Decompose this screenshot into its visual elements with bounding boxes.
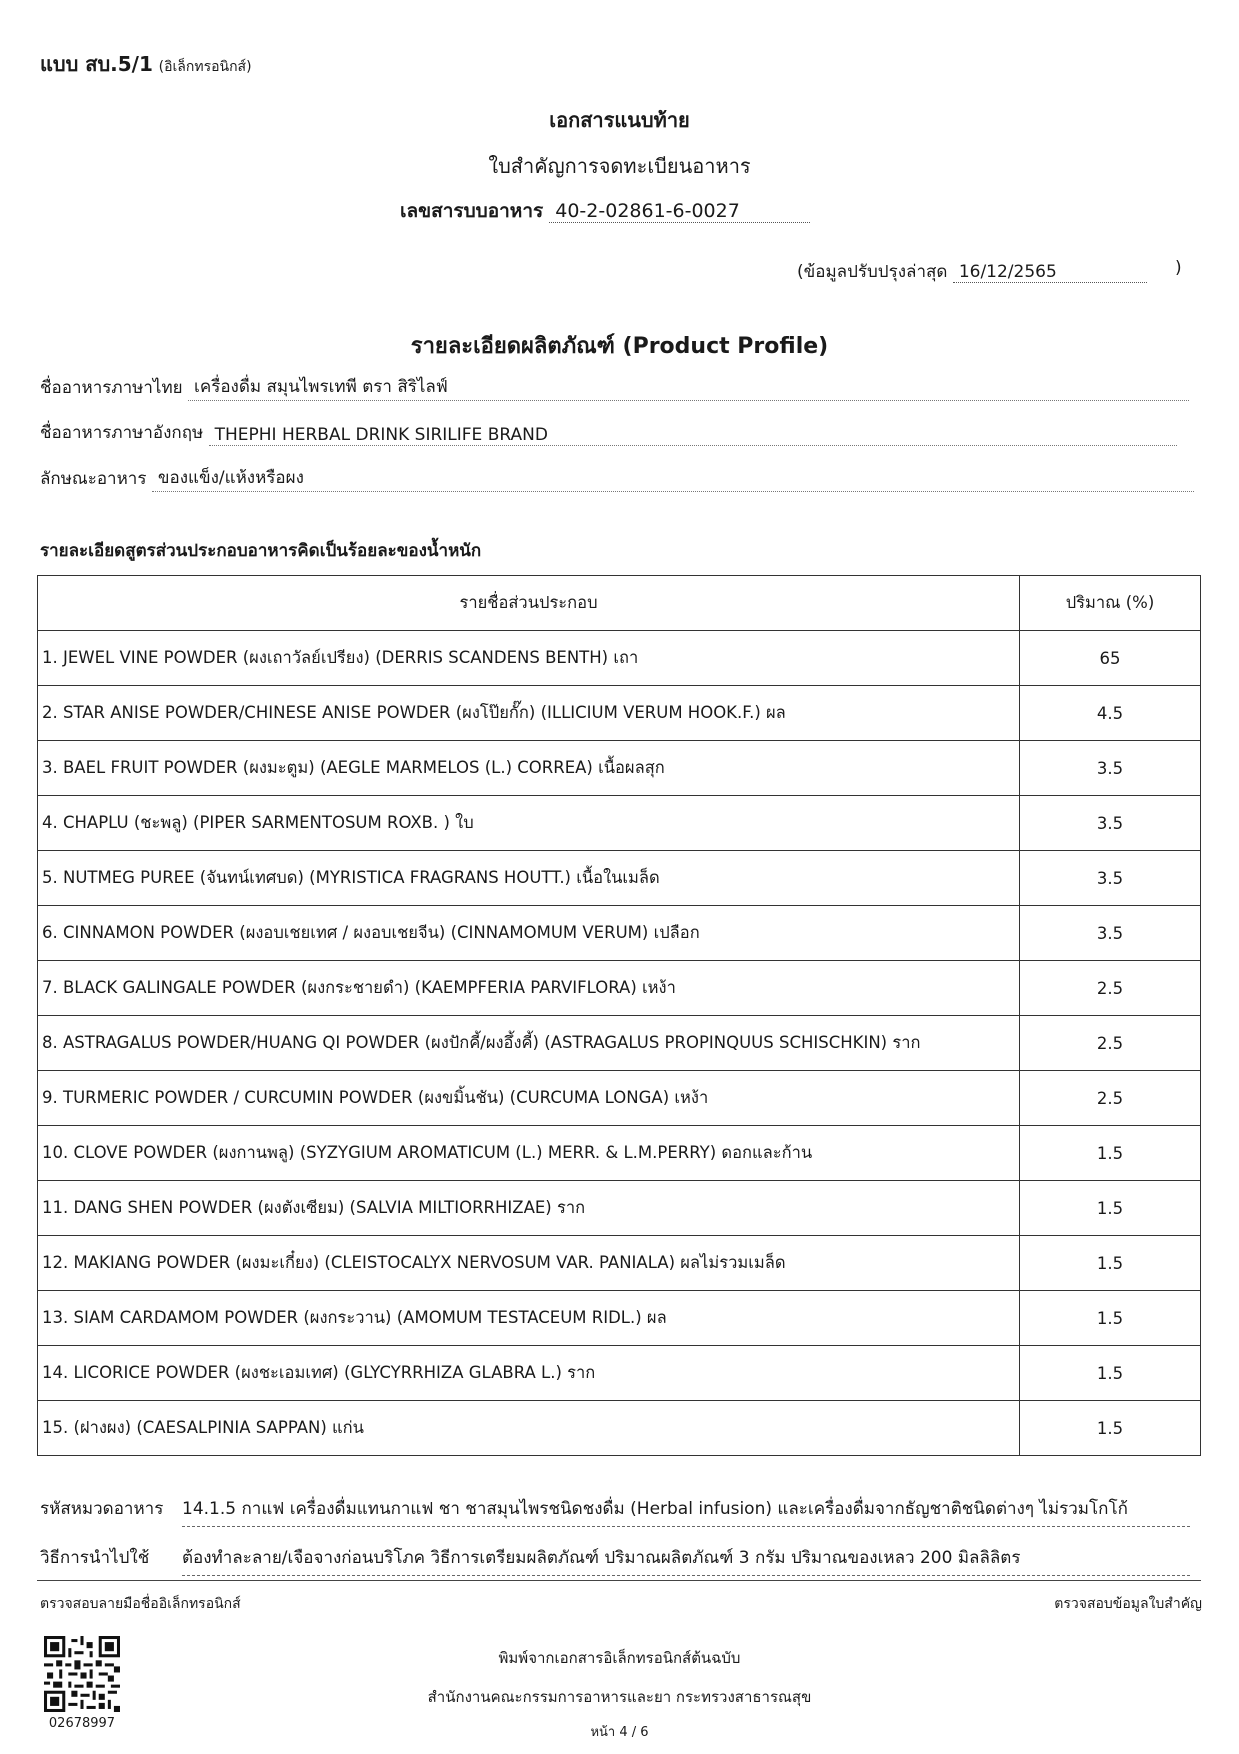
ingredient-name: 11. DANG SHEN POWDER (ผงตังเซียม) (SALVIA MILTIORRHIZAE) ราก: [38, 1181, 1020, 1236]
ingredient-qty: 1.5: [1020, 1291, 1201, 1346]
ingredient-qty: 3.5: [1020, 796, 1201, 851]
ingredient-name: 6. CINNAMON POWDER (ผงอบเชยเทศ / ผงอบเชยจีน) (CINNAMOMUM VERUM) เปลือก: [38, 906, 1020, 961]
form-code: [40, 48, 252, 80]
document-title: เอกสารแนบท้าย: [549, 108, 690, 132]
ingredient-qty: 2.5: [1020, 1016, 1201, 1071]
table-row: [38, 796, 1201, 851]
ingredient-qty: 4.5: [1020, 686, 1201, 741]
form-code-number: แบบ สบ.5/1: [40, 52, 153, 76]
table-row: [38, 1071, 1201, 1126]
ingredient-name: 7. BLACK GALINGALE POWDER (ผงกระชายดำ) (KAEMPFERIA PARVIFLORA) เหง้า: [38, 961, 1020, 1016]
thai-name-value: เครื่องดื่ม สมุนไพรเทพี ตรา สิริไลฟ์: [188, 373, 1189, 401]
page-number: หน้า 4 / 6: [590, 1725, 649, 1740]
thai-name-field: [40, 373, 1200, 401]
ingredient-qty: 1.5: [1020, 1181, 1201, 1236]
ingredient-qty: 1.5: [1020, 1401, 1201, 1456]
ingredient-qty: 1.5: [1020, 1126, 1201, 1181]
table-row: [38, 1346, 1201, 1401]
col-name-header: รายชื่อส่วนประกอบ: [38, 576, 1020, 631]
ingredient-qty: 2.5: [1020, 961, 1201, 1016]
table-row: [38, 1401, 1201, 1456]
category-label: รหัสหมวดอาหาร: [40, 1499, 164, 1519]
col-qty-header: ปริมาณ (%): [1020, 576, 1201, 631]
usage-field: [40, 1544, 1200, 1576]
ingredient-name: 8. ASTRAGALUS POWDER/HUANG QI POWDER (ผงปักคี้/ผงอึ้งคี้) (ASTRAGALUS PROPINQUUS SCHISCHKIN) ราก: [38, 1016, 1020, 1071]
updated-label: (ข้อมูลปรับปรุงล่าสุด: [797, 262, 948, 282]
usage-value: ต้องทำละลาย/เจือจางก่อนบริโภค วิธีการเตรียมผลิตภัณฑ์ ปริมาณผลิตภัณฑ์ 3 กรัม ปริมาณของเหลว 200 มิลลิลิตร: [182, 1544, 1190, 1576]
ingredient-name: 9. TURMERIC POWDER / CURCUMIN POWDER (ผงขมิ้นชัน) (CURCUMA LONGA) เหง้า: [38, 1071, 1020, 1126]
nature-field: [40, 464, 1200, 492]
table-row: [38, 1236, 1201, 1291]
ingredient-name: 3. BAEL FRUIT POWDER (ผงมะตูม) (AEGLE MARMELOS (L.) CORREA) เนื้อผลสุก: [38, 741, 1020, 796]
ingredient-name: 12. MAKIANG POWDER (ผงมะเกี๋ยง) (CLEISTOCALYX NERVOSUM VAR. PANIALA) ผลไม่รวมเมล็ด: [38, 1236, 1020, 1291]
registration-line: [400, 196, 810, 226]
usage-label: วิธีการนำไปใช้: [40, 1548, 150, 1568]
ingredient-qty: 1.5: [1020, 1346, 1201, 1401]
table-row: [38, 1181, 1201, 1236]
certificate-check-note: ตรวจสอบข้อมูลใบสำคัญ: [1054, 1596, 1202, 1612]
nature-label: ลักษณะอาหาร: [40, 469, 147, 489]
ingredient-name: 10. CLOVE POWDER (ผงกานพลู) (SYZYGIUM AROMATICUM (L.) MERR. & L.M.PERRY) ดอกและก้าน: [38, 1126, 1020, 1181]
table-row: [38, 961, 1201, 1016]
eng-name-field: [40, 419, 1200, 446]
category-value: 14.1.5 กาแฟ เครื่องดื่มแทนกาแฟ ชา ชาสมุนไพรชนิดชงดื่ม (Herbal infusion) และเครื่องดื่มจากธัญชาติชนิดต่างๆ ไม่รวมโกโก้: [182, 1495, 1190, 1527]
table-row: [38, 906, 1201, 961]
print-source-line: พิมพ์จากเอกสารอิเล็กทรอนิกส์ต้นฉบับ: [498, 1649, 741, 1667]
form-type: (อิเล็กทรอนิกส์): [158, 59, 252, 75]
signature-check-note: ตรวจสอบลายมือชื่ออิเล็กทรอนิกส์: [40, 1596, 241, 1612]
eng-name-label: ชื่ออาหารภาษาอังกฤษ: [40, 423, 204, 443]
ingredient-qty: 2.5: [1020, 1071, 1201, 1126]
table-row: [38, 631, 1201, 686]
agency-line: สำนักงานคณะกรรมการอาหารและยา กระทรวงสาธารณสุข: [427, 1688, 812, 1706]
eng-name-value: THEPHI HERBAL DRINK SIRILIFE BRAND: [209, 425, 1177, 446]
ingredient-qty: 1.5: [1020, 1236, 1201, 1291]
updated-close: ): [1175, 258, 1182, 278]
footer-divider: [37, 1580, 1201, 1581]
ingredient-qty: 3.5: [1020, 741, 1201, 796]
reg-label: เลขสารบบอาหาร: [400, 200, 544, 222]
ingredient-name: 5. NUTMEG PUREE (จันทน์เทศบด) (MYRISTICA FRAGRANS HOUTT.) เนื้อในเมล็ด: [38, 851, 1020, 906]
ingredient-name: 1. JEWEL VINE POWDER (ผงเถาวัลย์เปรียง) (DERRIS SCANDENS BENTH) เถา: [38, 631, 1020, 686]
table-row: [38, 1126, 1201, 1181]
table-row: [38, 741, 1201, 796]
ingredient-qty: 65: [1020, 631, 1201, 686]
ingredients-table: [37, 575, 1201, 1456]
ingredients-section-title: รายละเอียดสูตรส่วนประกอบอาหารคิดเป็นร้อยละของน้ำหนัก: [40, 541, 482, 561]
ingredient-name: 13. SIAM CARDAMOM POWDER (ผงกระวาน) (AMOMUM TESTACEUM RIDL.) ผล: [38, 1291, 1020, 1346]
nature-value: ของแข็ง/แห้งหรือผง: [152, 464, 1194, 492]
ingredient-name: 14. LICORICE POWDER (ผงชะเอมเทศ) (GLYCYRRHIZA GLABRA L.) ราก: [38, 1346, 1020, 1401]
qr-number: 02678997: [48, 1716, 116, 1731]
ingredient-name: 4. CHAPLU (ชะพลู) (PIPER SARMENTOSUM ROXB. ) ใบ: [38, 796, 1020, 851]
table-row: [38, 851, 1201, 906]
category-field: [40, 1495, 1200, 1527]
table-row: [38, 1016, 1201, 1071]
ingredient-name: 15. (ฝางผง) (CAESALPINIA SAPPAN) แก่น: [38, 1401, 1020, 1456]
product-profile-title: รายละเอียดผลิตภัณฑ์ (Product Profile): [410, 334, 829, 359]
table-row: [38, 686, 1201, 741]
ingredient-qty: 3.5: [1020, 906, 1201, 961]
table-header-row: [38, 576, 1201, 631]
updated-date: 16/12/2565: [953, 262, 1147, 283]
ingredient-qty: 3.5: [1020, 851, 1201, 906]
thai-name-label: ชื่ออาหารภาษาไทย: [40, 378, 183, 398]
table-row: [38, 1291, 1201, 1346]
updated-line: [797, 258, 1182, 285]
document-subtitle: ใบสำคัญการจดทะเบียนอาหาร: [488, 154, 751, 178]
reg-number: 40-2-02861-6-0027: [549, 200, 810, 223]
ingredient-name: 2. STAR ANISE POWDER/CHINESE ANISE POWDER (ผงโป๊ยกั๊ก) (ILLICIUM VERUM HOOK.F.) ผล: [38, 686, 1020, 741]
